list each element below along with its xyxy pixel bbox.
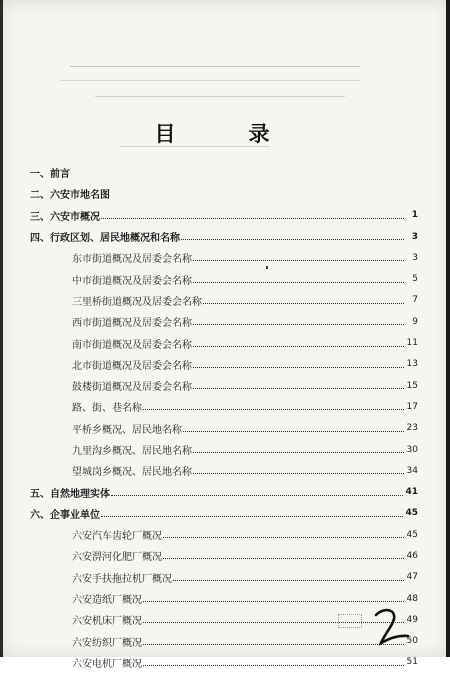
- toc-entry-label: 一、前言: [30, 169, 70, 181]
- toc-entry[interactable]: [30, 375, 418, 396]
- toc-entry[interactable]: [30, 268, 418, 289]
- dot-leader: [193, 473, 404, 474]
- dot-leader: [203, 303, 404, 304]
- toc-entry-page-number: 41: [405, 487, 418, 498]
- toc-entry[interactable]: [30, 545, 418, 566]
- toc-entry-page-number: 11: [406, 338, 418, 349]
- dot-leader: [101, 516, 403, 517]
- toc-entry[interactable]: [30, 162, 418, 183]
- toc-entry-label: 五、自然地理实体: [30, 488, 110, 500]
- toc-entry-label: 北市街道概况及居委会名称: [72, 360, 192, 372]
- toc-entry[interactable]: [30, 418, 418, 439]
- dot-leader: [183, 431, 404, 432]
- toc-entry-label: 六安手扶拖拉机厂概况: [72, 573, 172, 585]
- toc-entry-page-number: 34: [406, 465, 418, 476]
- toc-entry-label: 六安纺织厂概况: [72, 637, 142, 649]
- toc-entry-page-number: 49: [406, 614, 418, 625]
- dot-leader: [193, 452, 404, 453]
- toc-entry-page-number: 51: [406, 657, 418, 668]
- dot-leader: [193, 324, 404, 325]
- toc-entry[interactable]: [30, 503, 418, 524]
- toc-entry-label: 六安汽车齿轮厂概况: [72, 531, 162, 543]
- dot-leader: [193, 260, 404, 261]
- toc-entry-label: 四、行政区划、居民地概况和名称: [30, 233, 180, 245]
- dot-leader: [193, 346, 404, 347]
- bleed-through-line: [95, 96, 345, 97]
- toc-entry-page-number: 9: [412, 316, 418, 327]
- toc-entry[interactable]: [30, 354, 418, 375]
- toc-entry-label: 南市街道概况及居委会名称: [72, 339, 192, 351]
- scan-edge-right: [446, 0, 450, 657]
- toc-entry-page-number: 50: [406, 636, 418, 647]
- toc-entry[interactable]: [30, 460, 418, 481]
- toc-entry-page-number: 45: [406, 529, 418, 540]
- toc-entry-page-number: 23: [406, 423, 418, 434]
- dot-leader: [193, 388, 404, 389]
- toc-entry[interactable]: [30, 524, 418, 545]
- toc-entry-label: 鼓楼街道概况及居委会名称: [72, 382, 192, 394]
- toc-entry[interactable]: [30, 567, 418, 588]
- toc-entry-page-number: 48: [406, 593, 418, 604]
- toc-entry-label: 六安造纸厂概况: [72, 595, 142, 607]
- toc-entry-label: 六安机床厂概况: [72, 616, 142, 628]
- dot-leader: [173, 580, 404, 581]
- bleed-through-line: [60, 80, 360, 81]
- table-of-contents: [30, 162, 418, 673]
- dot-leader: [143, 601, 404, 602]
- page-title: 目 录: [154, 121, 296, 146]
- toc-entry-label: 九里沟乡概况、居民地名称: [72, 446, 192, 457]
- toc-entry[interactable]: [30, 631, 418, 652]
- dot-leader: [181, 239, 404, 240]
- toc-entry-label: 中市街道概况及居委会名称: [72, 275, 192, 287]
- toc-entry-page-number: 46: [406, 550, 418, 561]
- dot-leader: [101, 218, 404, 219]
- toc-entry-page-number: 30: [406, 444, 418, 455]
- toc-entry-page-number: 5: [412, 274, 418, 285]
- toc-entry-label: 三、六安市概况: [30, 211, 100, 223]
- toc-entry-label: 六、企事业单位: [30, 509, 100, 521]
- library-stamp: [338, 614, 362, 628]
- dot-leader: [143, 644, 404, 645]
- toc-entry-label: 六安电机厂概况: [72, 658, 142, 670]
- toc-entry-label: 路、街、巷名称: [72, 403, 142, 415]
- dot-leader: [163, 558, 404, 559]
- dot-leader: [193, 367, 404, 368]
- toc-entry[interactable]: [30, 226, 418, 247]
- toc-entry-label: 三里桥街道概况及居委会名称: [72, 296, 202, 308]
- toc-entry-label: 六安淠河化肥厂概况: [72, 552, 162, 564]
- dot-leader: [143, 665, 404, 666]
- toc-entry-page-number: 47: [406, 572, 418, 583]
- bleed-through-line: [70, 66, 360, 67]
- dot-leader: [193, 282, 404, 283]
- toc-entry-page-number: 13: [406, 359, 418, 370]
- toc-entry-page-number: 7: [412, 295, 418, 306]
- toc-entry[interactable]: [30, 588, 418, 609]
- toc-entry-label: 望城岗乡概况、居民地名称: [72, 467, 192, 479]
- toc-entry[interactable]: [30, 396, 418, 417]
- toc-entry[interactable]: [30, 481, 418, 502]
- toc-entry-label: 平桥乡概况、居民地名称: [72, 424, 182, 436]
- toc-entry[interactable]: [30, 311, 418, 332]
- dot-leader: [143, 409, 404, 410]
- toc-entry-page-number: 3: [412, 252, 418, 263]
- dot-leader: [111, 495, 403, 496]
- dot-leader: [143, 622, 404, 623]
- toc-entry-label: 二、六安市地名图: [30, 190, 110, 202]
- toc-entry[interactable]: [30, 332, 418, 353]
- toc-entry[interactable]: [30, 183, 418, 204]
- toc-entry-label: 西市街道概况及居委会名称: [72, 318, 192, 330]
- toc-entry-page-number: 3: [411, 231, 418, 242]
- toc-entry[interactable]: [30, 205, 418, 226]
- toc-entry[interactable]: [30, 290, 418, 311]
- toc-entry-page-number: 1: [411, 210, 418, 221]
- toc-entry[interactable]: [30, 439, 418, 460]
- toc-entry-page-number: 15: [406, 380, 418, 391]
- handwritten-mark: [372, 605, 412, 647]
- toc-entry[interactable]: [30, 247, 418, 268]
- speck: [266, 266, 268, 269]
- toc-entry-label: 东市街道概况及居委会名称: [72, 254, 192, 266]
- toc-entry[interactable]: [30, 652, 418, 673]
- dot-leader: [163, 537, 404, 538]
- scan-edge-left: [0, 0, 3, 657]
- toc-entry-page-number: 17: [406, 401, 418, 412]
- toc-entry-page-number: 45: [405, 508, 418, 519]
